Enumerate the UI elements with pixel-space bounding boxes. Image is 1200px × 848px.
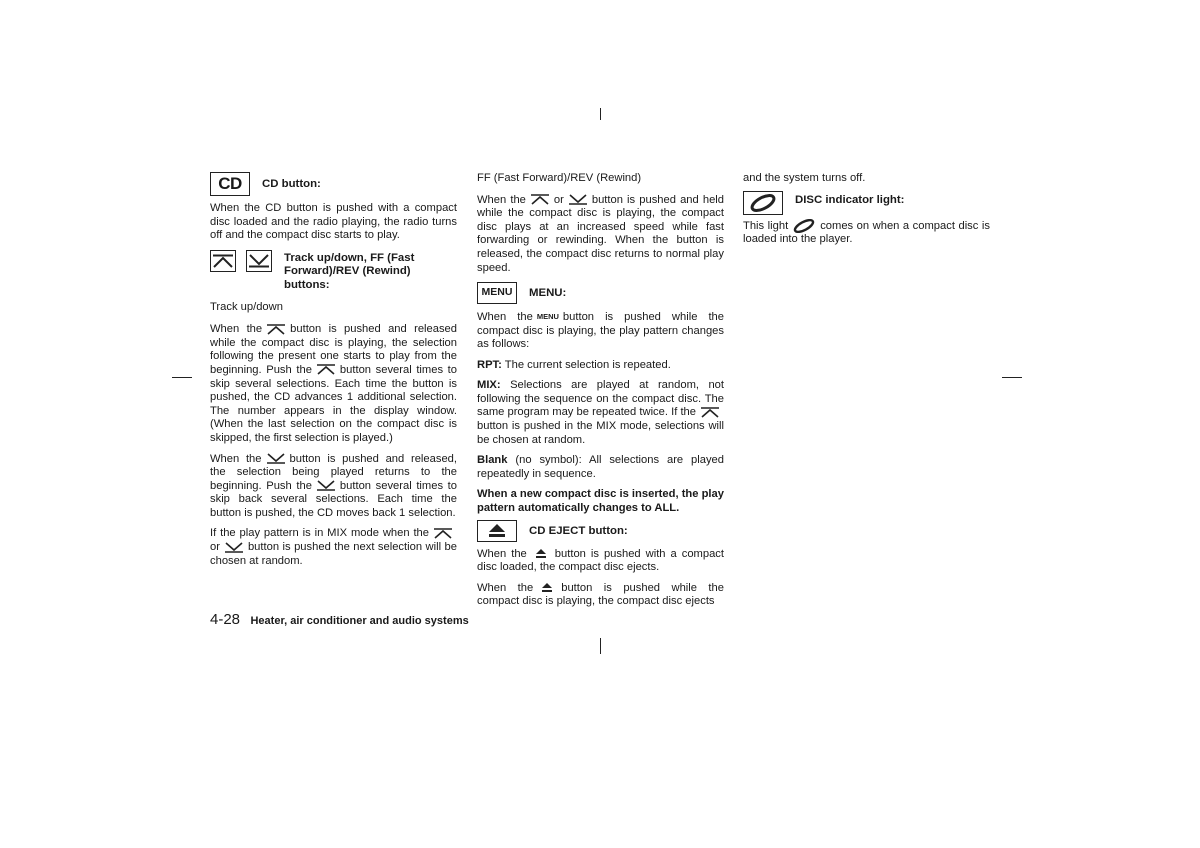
disc-indicator-title: DISC indicator light: <box>795 193 905 206</box>
new-disc-note: When a new compact disc is inserted, the play pattern automatically changes to ALL. <box>477 488 724 515</box>
track-up-inline-icon <box>316 364 336 375</box>
menu-key-icon: MENU <box>477 282 517 304</box>
track-down-inline-icon <box>224 542 244 553</box>
eject-inline-icon <box>531 548 551 559</box>
track-subheading: Track up/down <box>210 300 283 313</box>
track-buttons-heading <box>210 250 457 293</box>
track-down-paragraph: When the button is pushed and released, the selection being played returns to the beginning. Push the button several times to skip back several selections. Each time the button is pushed, the CD moves back 1 selection. <box>210 452 457 519</box>
cd-eject-heading <box>477 520 724 542</box>
blank-paragraph: Blank (no symbol): All selections are played repeatedly in sequence. <box>477 454 725 480</box>
track-down-inline-icon <box>266 453 286 464</box>
cd-key-icon: CD <box>210 172 250 196</box>
section-title: Heater, air conditioner and audio systems <box>250 615 469 627</box>
eject-inline-icon <box>537 582 557 593</box>
track-up-key-icon <box>210 250 236 272</box>
page-number: 4-28 <box>210 611 241 628</box>
cd-eject-title: CD EJECT button: <box>529 524 628 537</box>
disc-indicator-heading <box>743 191 990 215</box>
track-up-inline-icon <box>266 324 286 335</box>
disc-indicator-paragraph: This light comes on when a compact disc is loaded into the player. <box>743 219 990 247</box>
track-up-inline-icon <box>700 407 720 418</box>
crop-mark-top <box>600 108 601 120</box>
menu-paragraph: When the MENU button is pushed while the compact disc is playing, the play pattern changes as follows: <box>477 310 725 351</box>
track-down-inline-icon <box>316 480 336 491</box>
track-up-inline-icon <box>530 194 550 205</box>
eject-paragraph-1: When the button is pushed with a compact disc loaded, the compact disc ejects. <box>477 547 725 574</box>
track-down-inline-icon <box>568 194 588 205</box>
cd-button-text: When the CD button is pushed with a compact disc loaded and the radio playing, the radio turns off and the compact disc starts to play. <box>210 202 457 242</box>
menu-title: MENU: <box>529 287 567 300</box>
crop-mark-left <box>172 377 192 378</box>
cd-button-heading <box>210 172 457 196</box>
ff-rev-paragraph: When the or button is pushed and held while the compact disc is playing, the compact disc plays at an increased speed while fast forwarding or rewinding. When the button is released, the compact disc returns to normal play speed. <box>477 193 724 274</box>
ff-rev-heading: FF (Fast Forward)/REV (Rewind) <box>477 172 642 184</box>
rpt-paragraph: RPT: The current selection is repeated. <box>477 358 671 371</box>
column-2 <box>477 172 724 616</box>
mix-mode-paragraph: If the play pattern is in MIX mode when theor button is pushed the next selection will be chosen at random. <box>210 527 457 567</box>
crop-mark-bottom <box>600 638 601 654</box>
track-up-paragraph: When the button is pushed and released while the compact disc is playing, the selection following the present one starts to play from the beginning. Push the button several times to skip several selections. Each time the button is pushed, the CD advances 1 additional selection. The number appears in the display window. (When the last selection on the compact disc is skipped, the first selection is played.) <box>210 323 458 444</box>
eject-paragraph-2: When the button is pushed while the compact disc is playing, the compact disc ejects <box>477 581 724 608</box>
mix-paragraph: MIX: Selections are played at random, not following the sequence on the compact disc. The same program may be repeated twice. If thebutton is pushed in the MIX mode, selections will be chosen at random. <box>477 379 725 446</box>
disc-indicator-inline-icon <box>792 219 816 233</box>
cd-button-title: CD button: <box>262 178 321 190</box>
menu-heading <box>477 282 724 304</box>
column-3 <box>743 172 990 254</box>
eject-key-icon <box>477 520 517 542</box>
page-footer <box>210 611 469 629</box>
track-up-inline-icon <box>433 528 453 539</box>
track-buttons-title: Track up/down, FF (Fast Forward)/REV (Rewind) buttons: <box>284 251 415 291</box>
crop-mark-right <box>1002 377 1022 378</box>
menu-inline-icon: MENU <box>536 312 559 322</box>
track-down-key-icon <box>246 250 272 272</box>
continuation-text: and the system turns off. <box>743 172 866 184</box>
column-1 <box>210 172 457 575</box>
disc-indicator-key-icon <box>743 191 783 215</box>
